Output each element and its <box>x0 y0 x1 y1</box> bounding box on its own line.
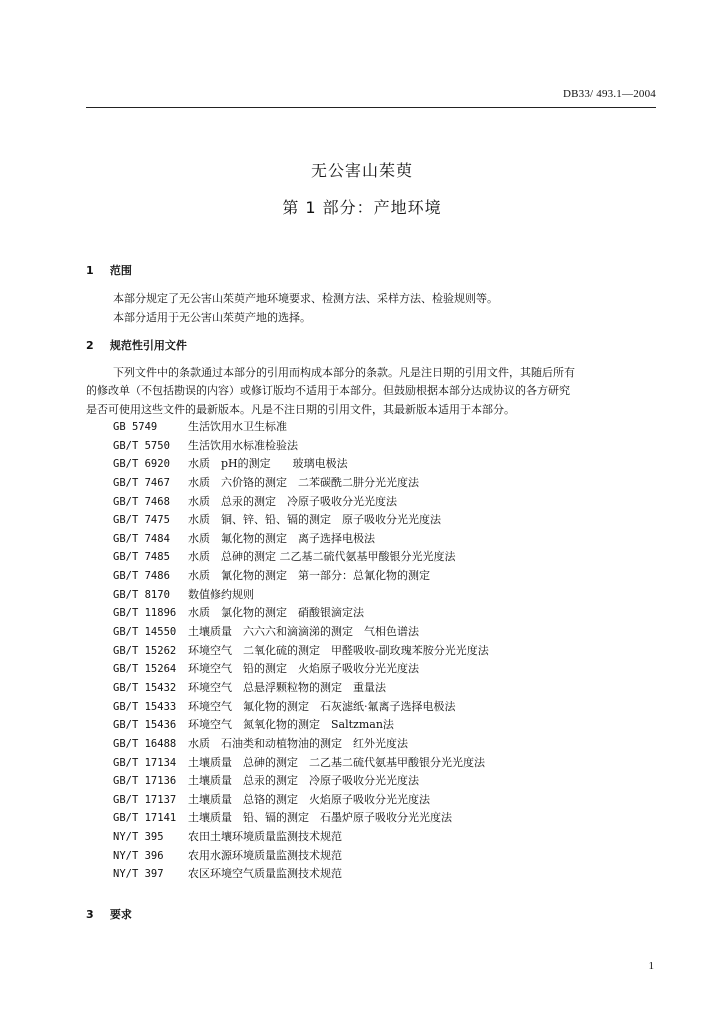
reference-code: NY/T 396 <box>113 849 164 862</box>
reference-item <box>113 455 489 474</box>
reference-code: GB/T 15262 <box>113 644 177 657</box>
reference-item <box>113 642 489 661</box>
reference-item <box>113 791 489 810</box>
reference-code: GB/T 7468 <box>113 495 170 508</box>
reference-item <box>113 828 489 847</box>
reference-title: 农田土壤环境质量监测技术规范 <box>188 830 342 844</box>
reference-item <box>113 530 489 549</box>
reference-item <box>113 511 489 530</box>
reference-title: 水质 氟化物的测定 离子选择电极法 <box>188 531 375 545</box>
reference-title: 水质 氰化物的测定 第一部分：总氰化物的测定 <box>188 569 430 583</box>
reference-list <box>113 418 489 884</box>
section-number: 3 <box>86 908 94 921</box>
reference-title: 环境空气 氮氧化物的测定 Saltzman法 <box>188 718 394 732</box>
reference-item <box>113 567 489 586</box>
reference-code: GB/T 16488 <box>113 737 177 750</box>
section-1-heading <box>86 262 132 278</box>
reference-item <box>113 809 489 828</box>
reference-code: GB/T 15433 <box>113 700 177 713</box>
reference-title: 水质 氯化物的测定 硝酸银滴定法 <box>188 606 364 620</box>
reference-item <box>113 716 489 735</box>
reference-title: 生活饮用水标准检验法 <box>188 438 298 452</box>
section-title: 要求 <box>109 908 132 921</box>
reference-title: 农用水源环境质量监测技术规范 <box>188 848 342 862</box>
reference-title: 水质 六价铬的测定 二苯碳酰二肼分光光度法 <box>188 475 419 489</box>
references-intro-line-2: 的修改单（不包括勘误的内容）或修订版均不适用于本部分。但鼓励根据本部分达成协议的各方研究 <box>86 384 570 397</box>
reference-title: 土壤质量 总汞的测定 冷原子吸收分光光度法 <box>188 774 419 788</box>
reference-item <box>113 735 489 754</box>
reference-code: NY/T 395 <box>113 831 164 844</box>
reference-title: 土壤质量 六六六和滴滴涕的测定 气相色谱法 <box>188 625 419 639</box>
scope-paragraph-1: 本部分规定了无公害山茱萸产地环境要求、检测方法、采样方法、检验规则等。 <box>113 292 498 305</box>
reference-code: GB/T 8170 <box>113 588 170 601</box>
reference-title: 土壤质量 总砷的测定 二乙基二硫代氨基甲酸银分光光度法 <box>188 755 485 769</box>
reference-item <box>113 418 489 437</box>
reference-item <box>113 493 489 512</box>
section-number: 2 <box>86 339 94 352</box>
references-intro-line-3: 是否可使用这些文件的最新版本。凡是不注日期的引用文件，其最新版本适用于本部分。 <box>86 403 515 416</box>
reference-code: GB/T 7484 <box>113 532 170 545</box>
reference-code: GB/T 15264 <box>113 663 177 676</box>
reference-code: GB/T 5750 <box>113 439 170 452</box>
reference-title: 农区环境空气质量监测技术规范 <box>188 867 342 881</box>
section-number: 1 <box>86 264 94 277</box>
scope-paragraph-2: 本部分适用于无公害山茱萸产地的选择。 <box>113 311 311 324</box>
reference-code: GB/T 11896 <box>113 607 177 620</box>
reference-code: GB/T 17136 <box>113 775 177 788</box>
header-divider <box>86 107 656 108</box>
section-3-heading <box>86 906 132 922</box>
reference-title: 土壤质量 总铬的测定 火焰原子吸收分光光度法 <box>188 792 430 806</box>
section-title: 范围 <box>109 264 132 277</box>
reference-title: 水质 石油类和动植物油的测定 红外光度法 <box>188 736 408 750</box>
reference-item <box>113 437 489 456</box>
reference-item <box>113 847 489 866</box>
reference-title: 数值修约规则 <box>188 587 254 601</box>
reference-item <box>113 679 489 698</box>
reference-title: 水质 pH的测定 玻璃电极法 <box>188 457 348 471</box>
reference-code: GB/T 14550 <box>113 626 177 639</box>
reference-item <box>113 698 489 717</box>
references-intro-line-1: 下列文件中的条款通过本部分的引用而构成本部分的条款。凡是注日期的引用文件，其随后所有 <box>113 366 575 379</box>
reference-item <box>113 660 489 679</box>
reference-title: 环境空气 氟化物的测定 石灰滤纸·氟离子选择电极法 <box>188 699 456 713</box>
section-title: 规范性引用文件 <box>109 339 187 352</box>
reference-item <box>113 548 489 567</box>
reference-item <box>113 865 489 884</box>
reference-title: 环境空气 铅的测定 火焰原子吸收分光光度法 <box>188 662 419 676</box>
standard-number: DB33/ 493.1—2004 <box>562 88 656 100</box>
section-2-heading <box>86 337 187 353</box>
reference-title: 水质 总汞的测定 冷原子吸收分光光度法 <box>188 494 397 508</box>
reference-code: GB/T 7486 <box>113 570 170 583</box>
reference-item <box>113 604 489 623</box>
reference-code: GB/T 17134 <box>113 756 177 769</box>
reference-item <box>113 623 489 642</box>
page-number: 1 <box>648 960 654 972</box>
reference-code: GB/T 7475 <box>113 514 170 527</box>
reference-title: 环境空气 二氧化硫的测定 甲醛吸收-副玫瑰苯胺分光光度法 <box>188 643 489 657</box>
reference-title: 水质 总砷的测定 二乙基二硫代氨基甲酸银分光光度法 <box>188 550 456 564</box>
document-title: 无公害山茱萸 <box>310 161 413 180</box>
reference-code: GB/T 17137 <box>113 793 177 806</box>
reference-item <box>113 474 489 493</box>
reference-code: GB/T 7467 <box>113 476 170 489</box>
reference-item <box>113 772 489 791</box>
reference-code: GB/T 6920 <box>113 458 170 471</box>
reference-code: GB/T 15432 <box>113 681 177 694</box>
reference-code: GB 5749 <box>113 421 158 433</box>
document-subtitle: 第 1 部分：产地环境 <box>282 198 442 217</box>
reference-title: 生活饮用水卫生标准 <box>188 420 287 433</box>
reference-title: 水质 铜、锌、铅、镉的测定 原子吸收分光光度法 <box>188 513 441 527</box>
reference-title: 土壤质量 铅、镉的测定 石墨炉原子吸收分光光度法 <box>188 811 452 825</box>
reference-item <box>113 586 489 605</box>
reference-code: GB/T 15436 <box>113 719 177 732</box>
reference-code: GB/T 17141 <box>113 812 177 825</box>
reference-code: GB/T 7485 <box>113 551 170 564</box>
reference-code: NY/T 397 <box>113 868 164 881</box>
reference-title: 环境空气 总悬浮颗粒物的测定 重量法 <box>188 680 386 694</box>
reference-item <box>113 754 489 773</box>
